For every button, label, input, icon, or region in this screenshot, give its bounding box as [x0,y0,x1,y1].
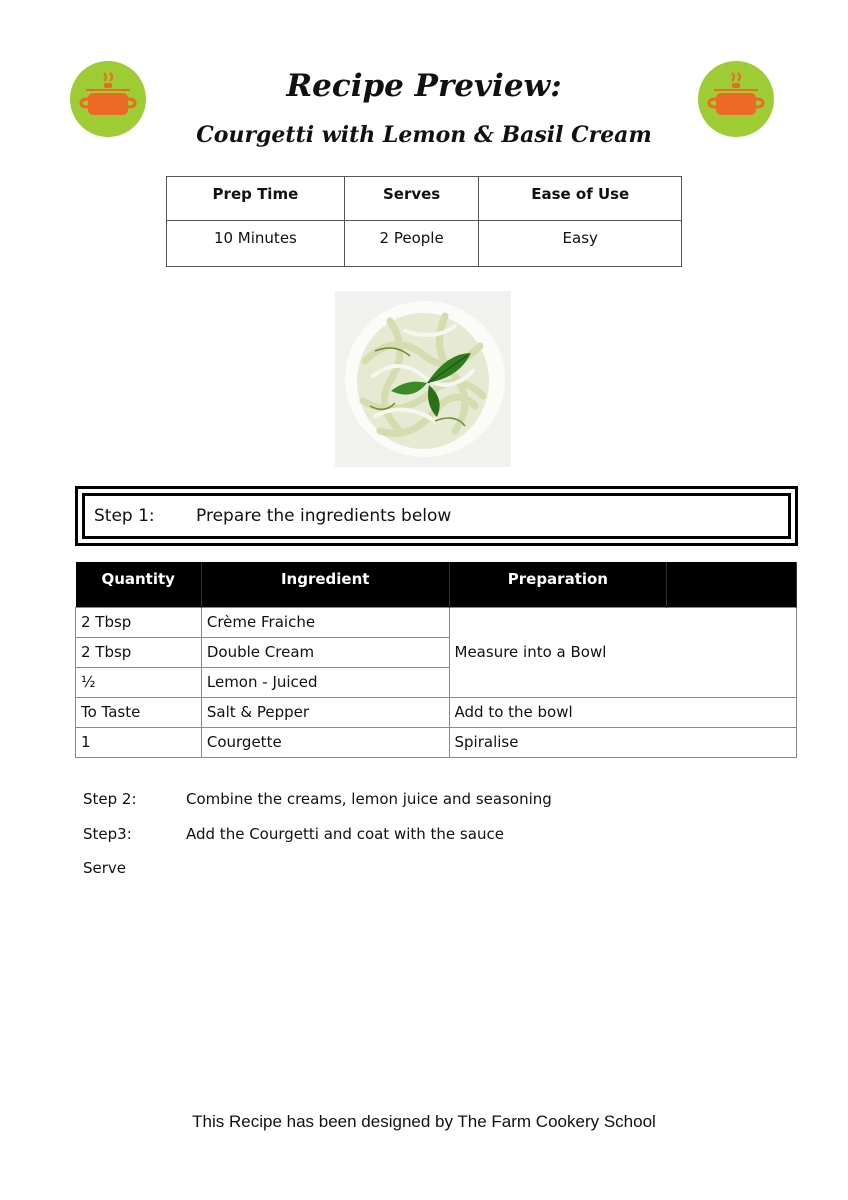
quantity-cell: 2 Tbsp [76,607,202,637]
ingredient-cell: Double Cream [201,637,449,667]
serve-label: Serve [83,859,127,877]
footer-credit: This Recipe has been designed by The Farm Cookery School [192,1112,656,1131]
quantity-cell: 1 [76,727,202,757]
serves-value: 2 People [344,221,479,267]
prep-time-value: 10 Minutes [167,221,345,267]
step-2-text: Combine the creams, lemon juice and seasoning [186,790,552,808]
quantity-cell: ½ [76,667,202,697]
preparation-cell: Measure into a Bowl [449,607,796,697]
recipe-name: Courgetti with Lemon & Basil Cream [196,122,652,148]
quantity-cell: To Taste [76,697,202,727]
ease-value: Easy [479,221,682,267]
step-1-text: Prepare the ingredients below [196,506,452,526]
step-3-text: Add the Courgetti and coat with the sauce [186,825,504,843]
ingredient-cell: Crème Fraiche [201,607,449,637]
step-1-label: Step 1: [94,506,155,526]
serves-header: Serves [344,177,479,221]
page-title: Recipe Preview: [286,68,562,104]
ingredient-cell: Salt & Pepper [201,697,449,727]
step-2-label: Step 2: [83,790,137,808]
ingredient-cell: Courgette [201,727,449,757]
recipe-info-table [166,176,682,267]
preparation-cell: Spiralise [449,727,796,757]
header-spacer [667,562,797,607]
preparation-cell: Add to the bowl [449,697,796,727]
table-row [76,727,797,757]
table-row [76,607,797,637]
step-1-box [75,486,798,546]
ingredients-table [75,562,797,758]
table-row [76,697,797,727]
step-3-label: Step3: [83,825,132,843]
ingredient-cell: Lemon - Juiced [201,667,449,697]
prep-time-header: Prep Time [167,177,345,221]
quantity-header: Quantity [76,562,202,607]
preparation-header: Preparation [449,562,667,607]
ease-header: Ease of Use [479,177,682,221]
quantity-cell: 2 Tbsp [76,637,202,667]
courgetti-dish-photo [335,291,511,467]
ingredient-header: Ingredient [201,562,449,607]
